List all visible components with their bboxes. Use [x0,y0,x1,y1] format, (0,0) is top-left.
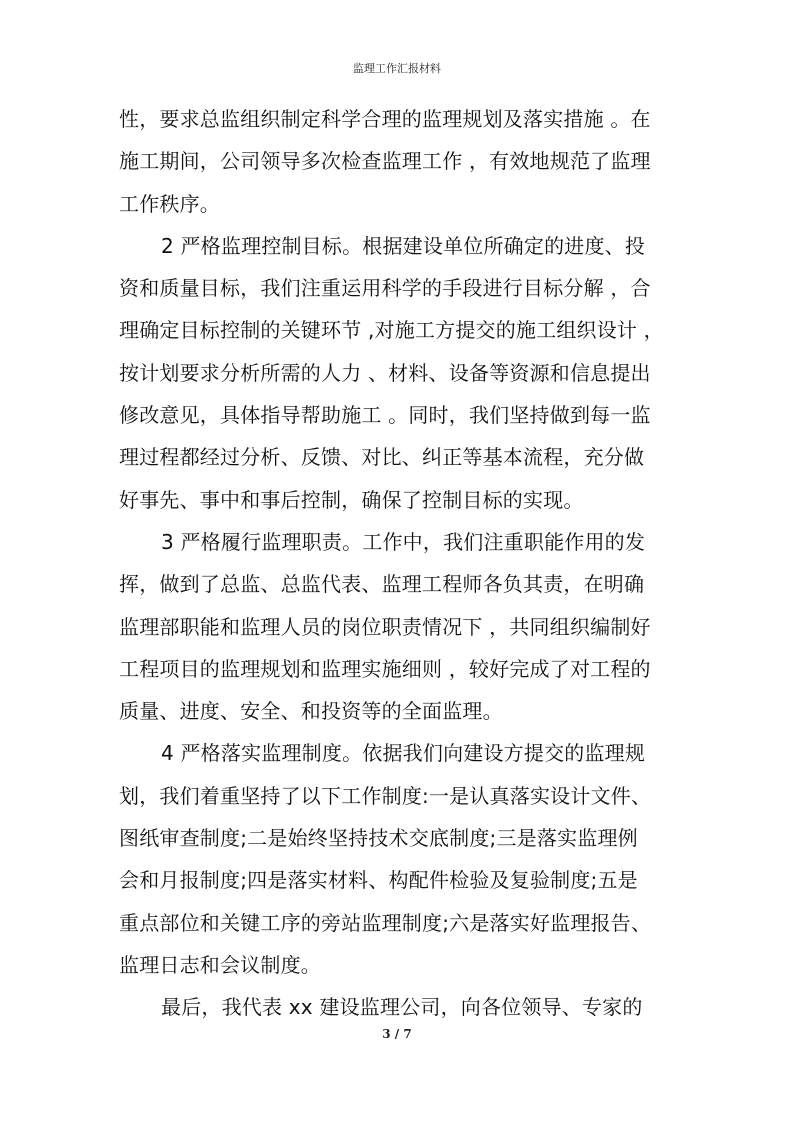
text-line: 资和质量目标，我们注重运用科学的手段进行目标分解 ，合 [119,276,651,301]
text-line: 工程项目的监理规划和监理实施细则 ，较好完成了对工程的 [119,656,651,681]
text-line: 性，要求总监组织制定科学合理的监理规划及落实措施 。在 [119,107,651,131]
text-line: 4 严格落实监理制度。依据我们向建设方提交的监理规 [161,741,646,766]
text-line: 监理部职能和监理人员的岗位职责情况下 ，共同组织编制好 [119,614,651,639]
page-number: 3 / 7 [382,1027,412,1041]
text-line: 最后，我代表 xx 建设监理公司，向各位领导、专家的 [161,995,643,1020]
text-line: 好事先、事中和事后控制，确保了控制目标的实现。 [119,487,584,512]
text-line: 理过程都经过分析、反馈、对比、纠正等基本流程，充分做 [119,445,645,470]
page-header: 监理工作汇报材料 [353,62,441,75]
text-line: 重点部位和关键工序的旁站监理制度;六是落实好监理报告、 [119,910,652,935]
text-line: 3 严格履行监理职责。工作中，我们注重职能作用的发 [161,529,646,554]
text-line: 2 严格监理控制目标。根据建设单位所确定的进度、投 [161,233,646,258]
text-line: 理确定目标控制的关键环节 ,对施工方提交的施工组织设计 ， [119,318,664,343]
text-line: 图纸审查制度;二是始终坚持技术交底制度;三是落实监理例 [119,826,638,851]
text-line: 监理日志和会议制度。 [119,952,321,977]
text-line: 会和月报制度;四是落实材料、构配件检验及复验制度;五是 [119,868,638,893]
document-body [119,98,685,1029]
text-line: 修改意见，具体指导帮助施工 。同时，我们坚持做到每一监 [119,403,651,428]
text-line: 挥，做到了总监、总监代表、监理工程师各负其责，在明确 [119,572,645,597]
text-line: 工作秩序。 [119,191,220,216]
text-line: 施工期间，公司领导多次检查监理工作 ，有效地规范了监理 [119,149,651,174]
text-line: 划，我们着重坚持了以下工作制度:一是认真落实设计文件、 [119,783,652,808]
text-line: 按计划要求分析所需的人力 、材料、设备等资源和信息提出 [119,360,651,385]
text-line: 质量、进度、安全、和投资等的全面监理。 [119,699,503,724]
